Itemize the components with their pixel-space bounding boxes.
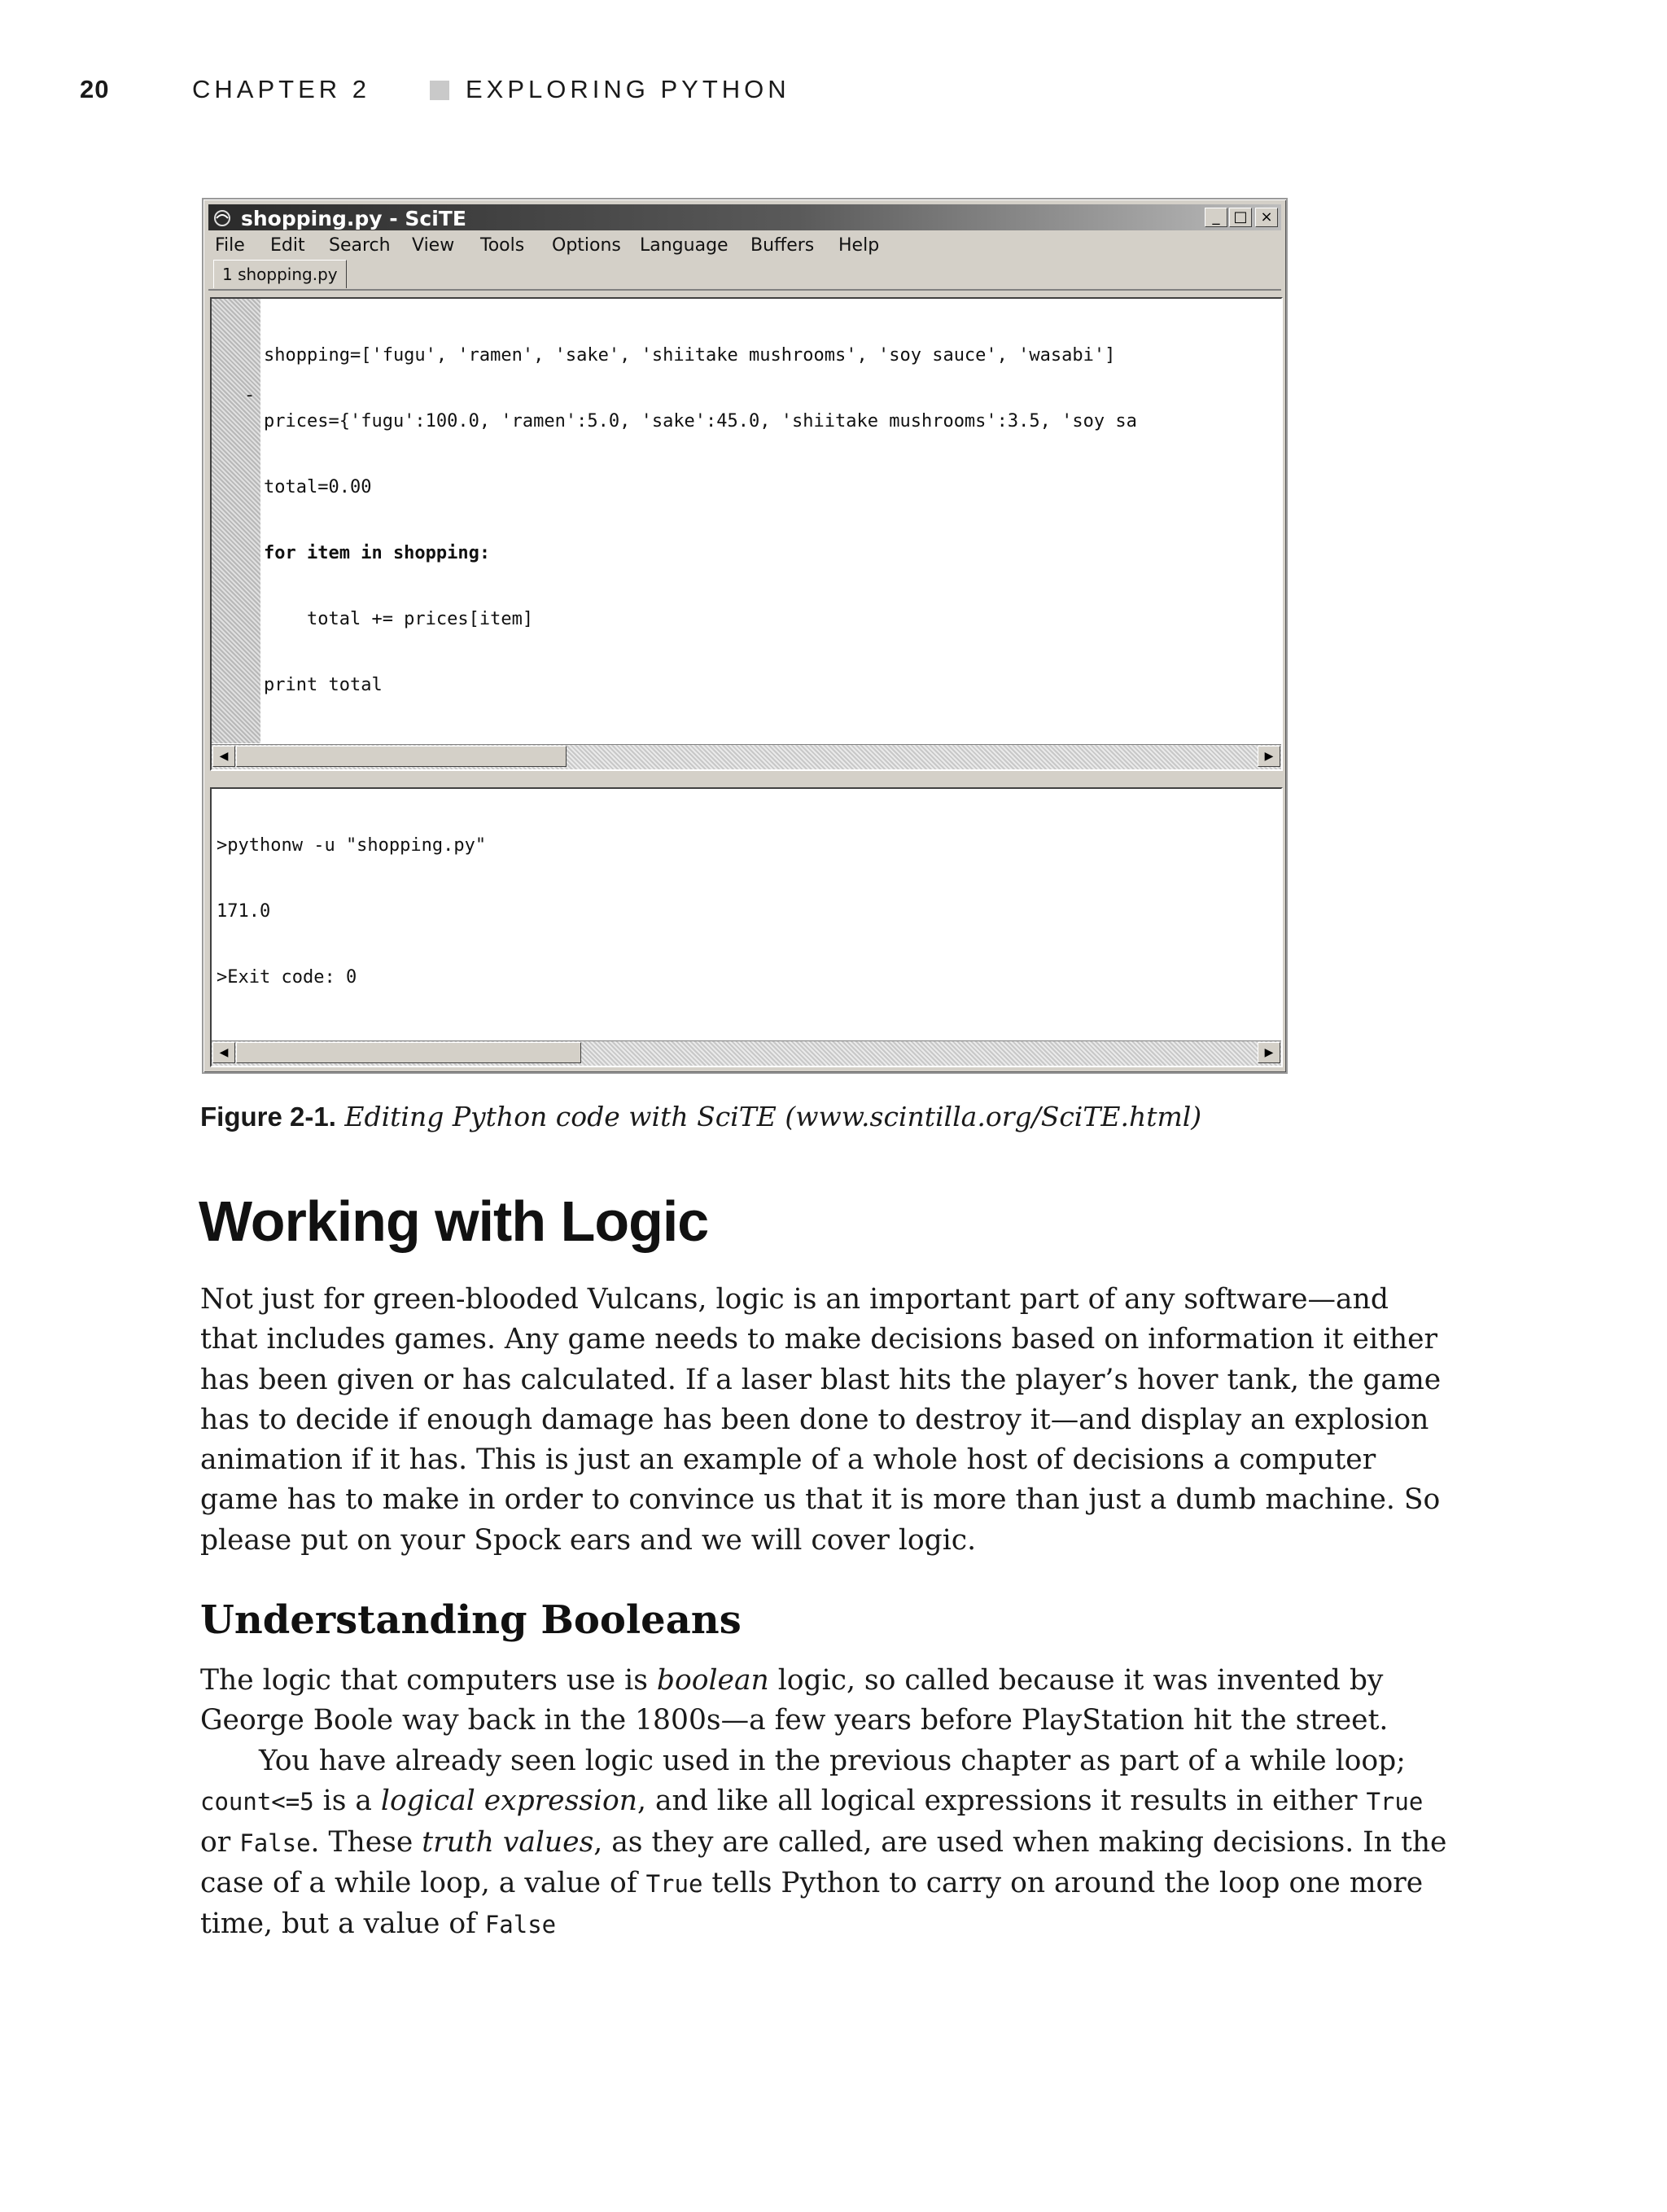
menu-file[interactable]: File <box>215 235 245 256</box>
menu-tools[interactable]: Tools <box>480 235 525 256</box>
output-horizontal-scrollbar[interactable] <box>212 1040 1281 1066</box>
window-title: shopping.py - SciTE <box>241 207 466 230</box>
tab-shopping-py[interactable]: 1 shopping.py <box>213 260 347 288</box>
scrollbar-thumb[interactable] <box>236 746 567 767</box>
scroll-right-icon[interactable]: ▶ <box>1258 1042 1280 1063</box>
emphasis: truth values <box>422 1825 594 1859</box>
figure-caption-text: Editing Python code with SciTE (www.scintilla.org/SciTE.html) <box>344 1101 1202 1132</box>
text-run: , and like all logical expressions it results in either <box>637 1785 1367 1818</box>
chapter-label: CHAPTER 2 <box>192 75 370 103</box>
code-line: prices={'fugu':100.0, 'ramen':5.0, 'sake':45.0, 'shiitake mushrooms':3.5, 'soy sa <box>264 411 1137 431</box>
scite-app-icon <box>213 209 231 227</box>
inline-code: False <box>484 1911 557 1939</box>
text-run: , as they are called, are used when making decisions. In the case of a while loop, a value of <box>200 1825 1447 1899</box>
window-titlebar[interactable] <box>208 204 1281 230</box>
subsection-heading: Understanding Booleans <box>200 1597 742 1643</box>
chapter-title: EXPLORING PYTHON <box>466 75 790 103</box>
scite-window-screenshot <box>202 198 1288 1074</box>
code-editor[interactable] <box>210 297 1283 771</box>
close-button[interactable]: × <box>1255 208 1278 227</box>
menu-edit[interactable]: Edit <box>270 235 305 256</box>
minimize-button[interactable]: _ <box>1205 208 1227 227</box>
text-run: logic, so called because it was invented by George Boole way back in the 1800s—a few years before PlayStation hit the street. <box>200 1664 1389 1737</box>
menu-bar <box>208 232 1281 258</box>
body-paragraph <box>200 1661 1454 1741</box>
body-paragraph: Not just for green-blooded Vulcans, logic is an important part of any software—and that includes games. Any game needs to make decisions based on information it either has been given or has calculated. If a laser blast hits the player’s hover tank, the game has to decide if enough damage has been done to destroy it—and display an explosion animation if it has. This is just an example of a whole host of decisions a computer game has to make in order to convince us that it is more than just a dumb machine. So please put on your Spock ears and we will cover logic. <box>200 1283 1442 1557</box>
menu-search[interactable]: Search <box>329 235 391 256</box>
output-line: >pythonw -u "shopping.py" <box>217 835 487 856</box>
menu-language[interactable]: Language <box>640 235 728 256</box>
inline-code: count<=5 <box>200 1788 314 1816</box>
square-separator-icon <box>430 81 449 100</box>
code-line: total += prices[item] <box>264 609 534 629</box>
editor-horizontal-scrollbar[interactable] <box>212 744 1281 769</box>
page-number: 20 <box>80 75 110 103</box>
scroll-right-icon[interactable]: ▶ <box>1258 746 1280 767</box>
menu-help[interactable]: Help <box>838 235 880 256</box>
text-run: or <box>200 1825 240 1859</box>
code-line: for item in shopping: <box>264 543 491 563</box>
body-paragraph <box>200 1741 1454 1945</box>
code-text[interactable] <box>264 302 1278 740</box>
buffer-tab-strip <box>208 260 1281 291</box>
emphasis: logical expression <box>380 1785 638 1818</box>
output-line: >Exit code: 0 <box>217 967 357 988</box>
running-head <box>80 75 1586 107</box>
section-heading: Working with Logic <box>199 1189 709 1253</box>
output-line: 171.0 <box>217 901 271 922</box>
code-line: total=0.00 <box>264 477 372 497</box>
maximize-button[interactable]: □ <box>1229 208 1252 227</box>
figure-caption <box>200 1101 1201 1132</box>
emphasis: boolean <box>656 1664 769 1697</box>
editor-margin <box>212 299 260 743</box>
fold-marker-icon[interactable]: - <box>244 385 256 405</box>
inline-code: False <box>239 1829 311 1857</box>
inline-code: True <box>645 1869 703 1898</box>
menu-buffers[interactable]: Buffers <box>750 235 815 256</box>
text-run: . These <box>310 1825 422 1859</box>
output-pane[interactable] <box>210 787 1283 1067</box>
figure-label: Figure 2-1. <box>200 1102 336 1132</box>
inline-code: True <box>1366 1788 1424 1816</box>
menu-view[interactable]: View <box>412 235 455 256</box>
text-run: is a <box>313 1785 381 1818</box>
code-line: print total <box>264 675 383 695</box>
scroll-left-icon[interactable]: ◀ <box>212 746 235 767</box>
output-text <box>217 792 1276 1036</box>
text-run: The logic that computers use is <box>200 1664 657 1697</box>
scroll-left-icon[interactable]: ◀ <box>212 1042 235 1063</box>
code-line: shopping=['fugu', 'ramen', 'sake', 'shiitake mushrooms', 'soy sauce', 'wasabi'] <box>264 345 1116 366</box>
menu-options[interactable]: Options <box>552 235 621 256</box>
scrollbar-thumb[interactable] <box>236 1042 581 1063</box>
text-run: You have already seen logic used in the previous chapter as part of a while loop; <box>259 1745 1406 1777</box>
text-run: tells Python to carry on around the loop one more time, but a value of <box>200 1866 1424 1941</box>
